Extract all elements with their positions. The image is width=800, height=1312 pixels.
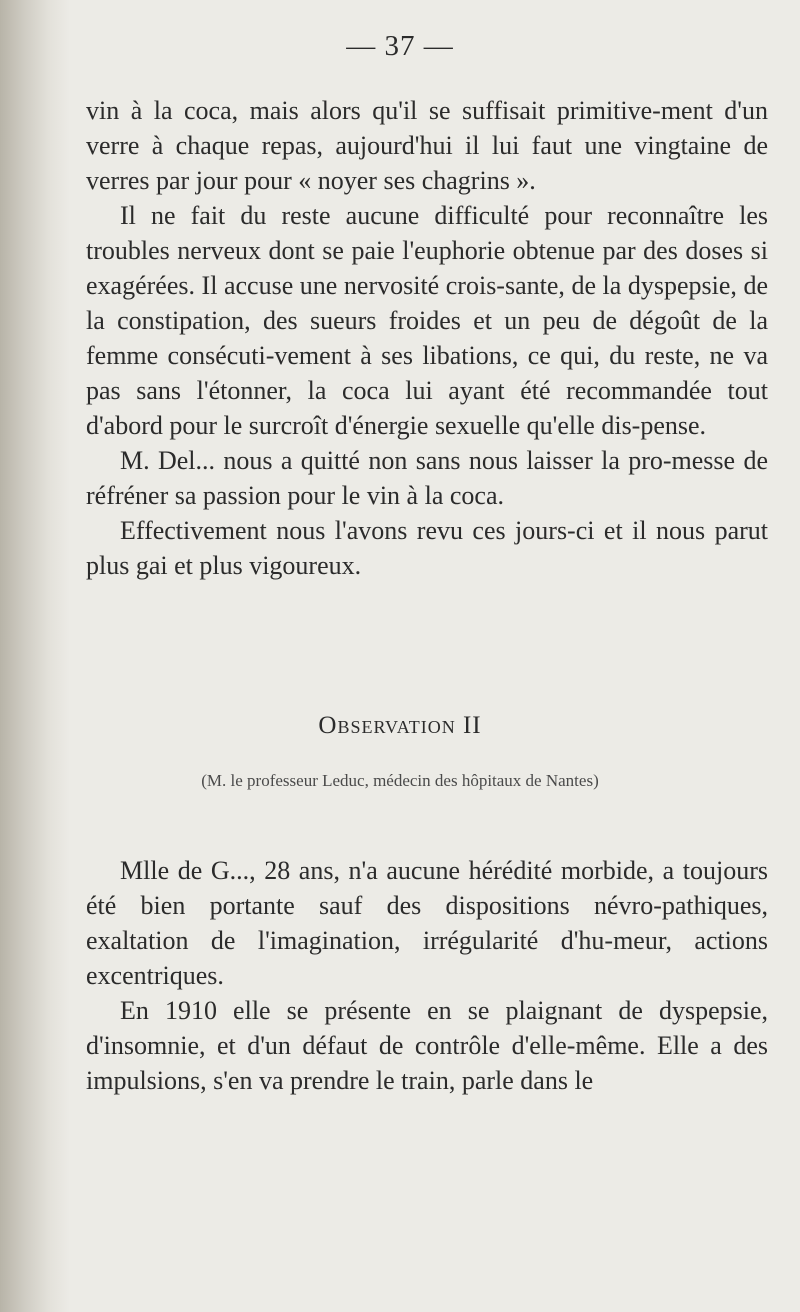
paragraph: Mlle de G..., 28 ans, n'a aucune hérédité morbide, a toujours été bien portante sauf des dispositions névro-pathiques, exaltation de l'imagination, irrégularité d'hu-meur, actions excentriques.	[86, 856, 768, 990]
paragraph: Effectivement nous l'avons revu ces jours-ci et il nous parut plus gai et plus vigoureux.	[86, 516, 768, 580]
observation-subtitle: (M. le professeur Leduc, médecin des hôpitaux de Nantes)	[201, 771, 599, 790]
paragraph: M. Del... nous a quitté non sans nous laisser la pro-messe de réfréner sa passion pour le vin à la coca.	[86, 446, 768, 510]
paragraph: En 1910 elle se présente en se plaignant de dyspepsie, d'insomnie, et d'un défaut de contrôle d'elle-même. Elle a des impulsions, s'en va prendre le train, parle dans le	[86, 996, 768, 1095]
body-text-bottom	[86, 853, 768, 1098]
page-number: — 37 —	[346, 30, 454, 62]
paragraph: Il ne fait du reste aucune difficulté pour reconnaître les troubles nerveux dont se paie l'euphorie obtenue par des doses si exagérées. Il accuse une nervosité crois-sante, de la dyspepsie, de la constipation, des sueurs froides et un peu de dégoût de la femme consécuti-vement à ses libations, ce qui, du reste, ne va pas sans l'étonner, la coca lui ayant été recommandée tout d'abord pour le surcroît d'énergie sexuelle qu'elle dis-pense.	[86, 201, 768, 440]
body-text-top	[86, 93, 768, 583]
observation-title: Observation II	[318, 712, 482, 739]
paragraph: vin à la coca, mais alors qu'il se suffisait primitive-ment d'un verre à chaque repas, aujourd'hui il lui faut une vingtaine de verres par jour pour « noyer ses chagrins ».	[86, 96, 768, 195]
